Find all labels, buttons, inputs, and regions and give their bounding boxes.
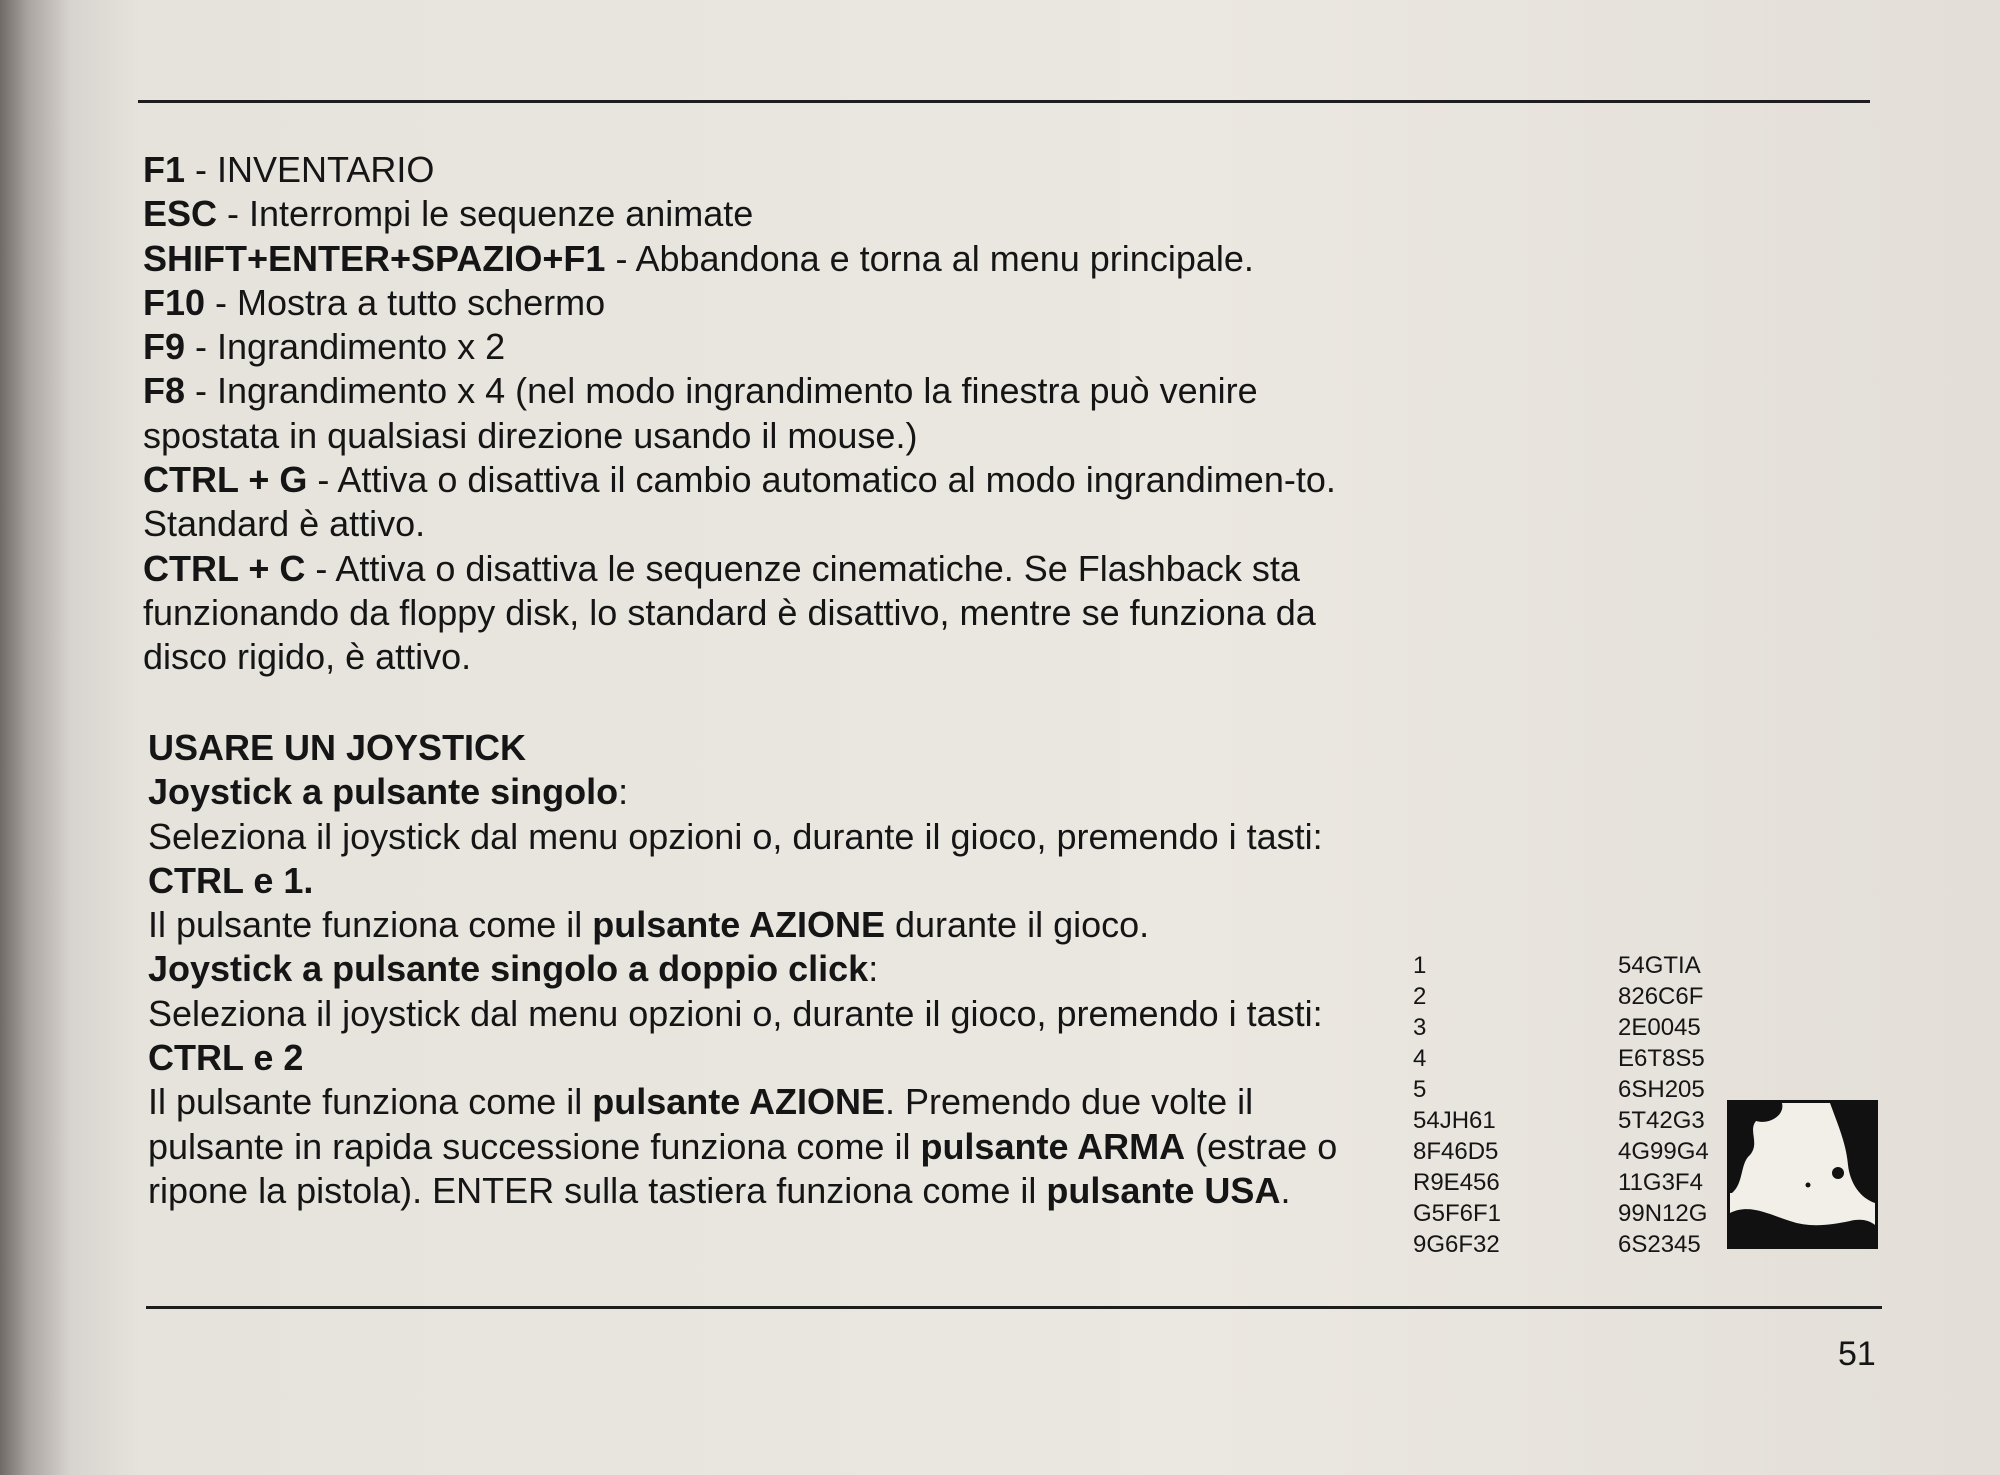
code-row: 5 6SH205 (1413, 1076, 1705, 1103)
page-number: 51 (1838, 1335, 1876, 1373)
key-row: CTRL + C - Attiva o disattiva le sequenze cinematiche. Se Flashback sta funzionando da floppy disk, lo standard è disattivo, mentre se funziona da disco rigido, è attivo. (143, 547, 1316, 678)
top-rule (138, 100, 1870, 103)
silhouette-icon (1730, 1103, 1875, 1246)
single-button-select: Seleziona il joystick dal menu opzioni o, durante il gioco, premendo i tasti: CTRL e 1. (148, 815, 1323, 901)
key-row: SHIFT+ENTER+SPAZIO+F1 - Abbandona e torna al menu principale. (143, 237, 1254, 279)
single-button-function: Il pulsante funziona come il pulsante AZIONE durante il gioco. (148, 904, 1150, 946)
code-row: 54JH61 5T42G3 (1413, 1107, 1705, 1134)
bottom-rule (146, 1306, 1882, 1309)
level-codes (1413, 950, 1738, 1260)
key-row: ESC - Interrompi le sequenze animate (143, 193, 754, 235)
joystick-heading: USARE UN JOYSTICK (148, 727, 527, 768)
code-row: R9E456 11G3F4 (1413, 1169, 1703, 1196)
code-row: 2 826C6F (1413, 983, 1704, 1010)
code-row: 4 E6T8S5 (1413, 1045, 1705, 1072)
single-button-title: Joystick a pulsante singolo: (148, 771, 629, 813)
code-row: 9G6F32 6S2345 (1413, 1231, 1701, 1258)
double-click-title: Joystick a pulsante singolo a doppio click: (148, 948, 879, 990)
key-row: F10 - Mostra a tutto schermo (143, 281, 606, 323)
double-click-function: Il pulsante funziona come il pulsante AZIONE. Premendo due volte il pulsante in rapida successione funziona come il pulsante ARMA (estrae o ripone la pistola). ENTER sulla tastiera funziona come il pulsante USA. (148, 1081, 1338, 1211)
character-illustration (1727, 1100, 1878, 1249)
keyboard-commands (143, 148, 1373, 680)
joystick-section (148, 726, 1378, 1213)
key-row: F8 - Ingrandimento x 4 (nel modo ingrandimento la finestra può venire spostata in qualsiasi direzione usando il mouse.) (143, 370, 1258, 456)
double-click-select: Seleziona il joystick dal menu opzioni o, durante il gioco, premendo i tasti: CTRL e 2 (148, 992, 1323, 1079)
code-row: 1 54GTIA (1413, 952, 1701, 979)
code-row: G5F6F1 99N12G (1413, 1200, 1708, 1227)
key-row: CTRL + G - Attiva o disattiva il cambio automatico al modo ingrandimen-to. Standard è attivo. (143, 459, 1336, 545)
code-row: 3 2E0045 (1413, 1014, 1701, 1041)
key-row: F1 - INVENTARIO (143, 149, 435, 190)
key-row: F9 - Ingrandimento x 2 (143, 326, 506, 368)
code-row: 8F46D5 4G99G4 (1413, 1138, 1709, 1165)
